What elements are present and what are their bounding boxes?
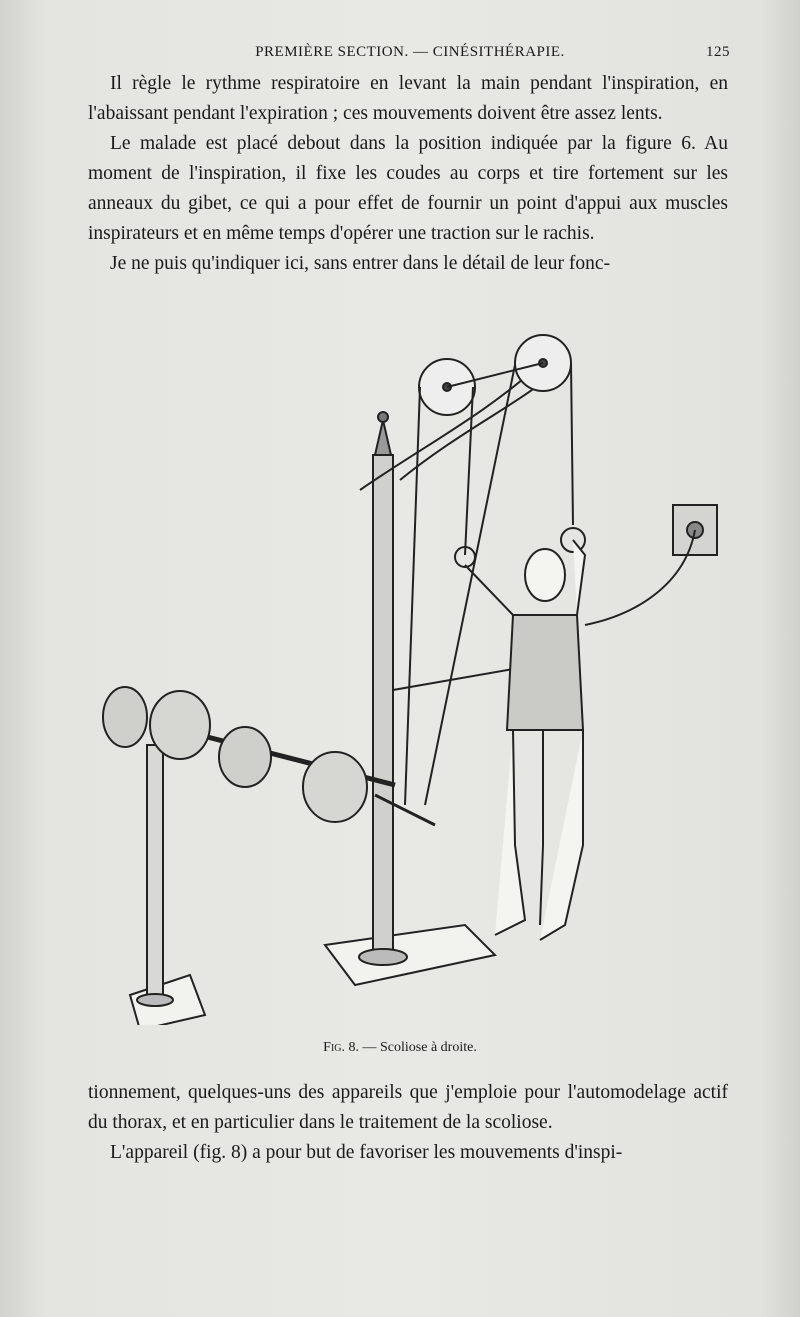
paragraph: Le malade est placé debout dans la position indiquée par la figure 6. Au moment de l'inspiration, il fixe les coudes au corps et tire fortement sur les anneaux du gibet, ce qui a pour effet de fournir un point d'appui aux muscles inspirateurs et en même temps d'opérer une traction sur le rachis. <box>88 133 728 244</box>
finial-knob <box>378 412 388 422</box>
figure-caption-text: Scoliose à droite. <box>380 1040 477 1055</box>
paragraph: Il règle le rythme respiratoire en levant la main pendant l'inspiration, en l'abaissant pendant l'expiration ; ces mouvements doivent être assez lents. <box>88 73 728 124</box>
paragraph: Je ne puis qu'indiquer ici, sans entrer dans le détail de leur fonc- <box>110 253 611 274</box>
weight-disc <box>303 752 367 822</box>
paragraph: L'appareil (fig. 8) a pour but de favoriser les mouvements d'inspi- <box>110 1142 623 1163</box>
page-number: 125 <box>706 44 730 60</box>
arm-right <box>573 540 585 615</box>
patient-figure <box>465 540 585 940</box>
weight-disc <box>150 691 210 759</box>
section-title: PREMIÈRE SECTION. — CINÉSITHÉRAPIE. <box>255 44 565 60</box>
text-block-top <box>88 69 728 279</box>
figure-label: Fig. 8. — <box>323 1040 377 1055</box>
main-column <box>373 455 393 955</box>
paragraph: tionnement, quelques-uns des appareils que j'emploie pour l'automodelage actif du thorax, et en particulier dans le traitement de la scoliose. <box>88 1082 728 1133</box>
cord <box>405 387 420 805</box>
leg-right <box>540 730 583 940</box>
cord <box>571 363 573 525</box>
pillar-foot <box>137 994 173 1006</box>
main-base-plate <box>325 925 495 985</box>
scoliosis-apparatus-drawing <box>95 325 735 1025</box>
arm-left <box>465 565 513 615</box>
corset <box>507 615 583 730</box>
weight-disc <box>219 727 271 787</box>
weight-disc <box>103 687 147 747</box>
cord <box>465 387 473 555</box>
patient-head <box>525 549 565 601</box>
figure-illustration <box>95 325 735 1025</box>
figure-caption <box>0 1040 800 1056</box>
text-block-bottom <box>88 1078 728 1168</box>
weight-pillar <box>147 745 163 1005</box>
leg-left <box>495 730 525 935</box>
column-foot <box>359 949 407 965</box>
running-header <box>90 44 730 68</box>
column-finial <box>375 420 391 455</box>
